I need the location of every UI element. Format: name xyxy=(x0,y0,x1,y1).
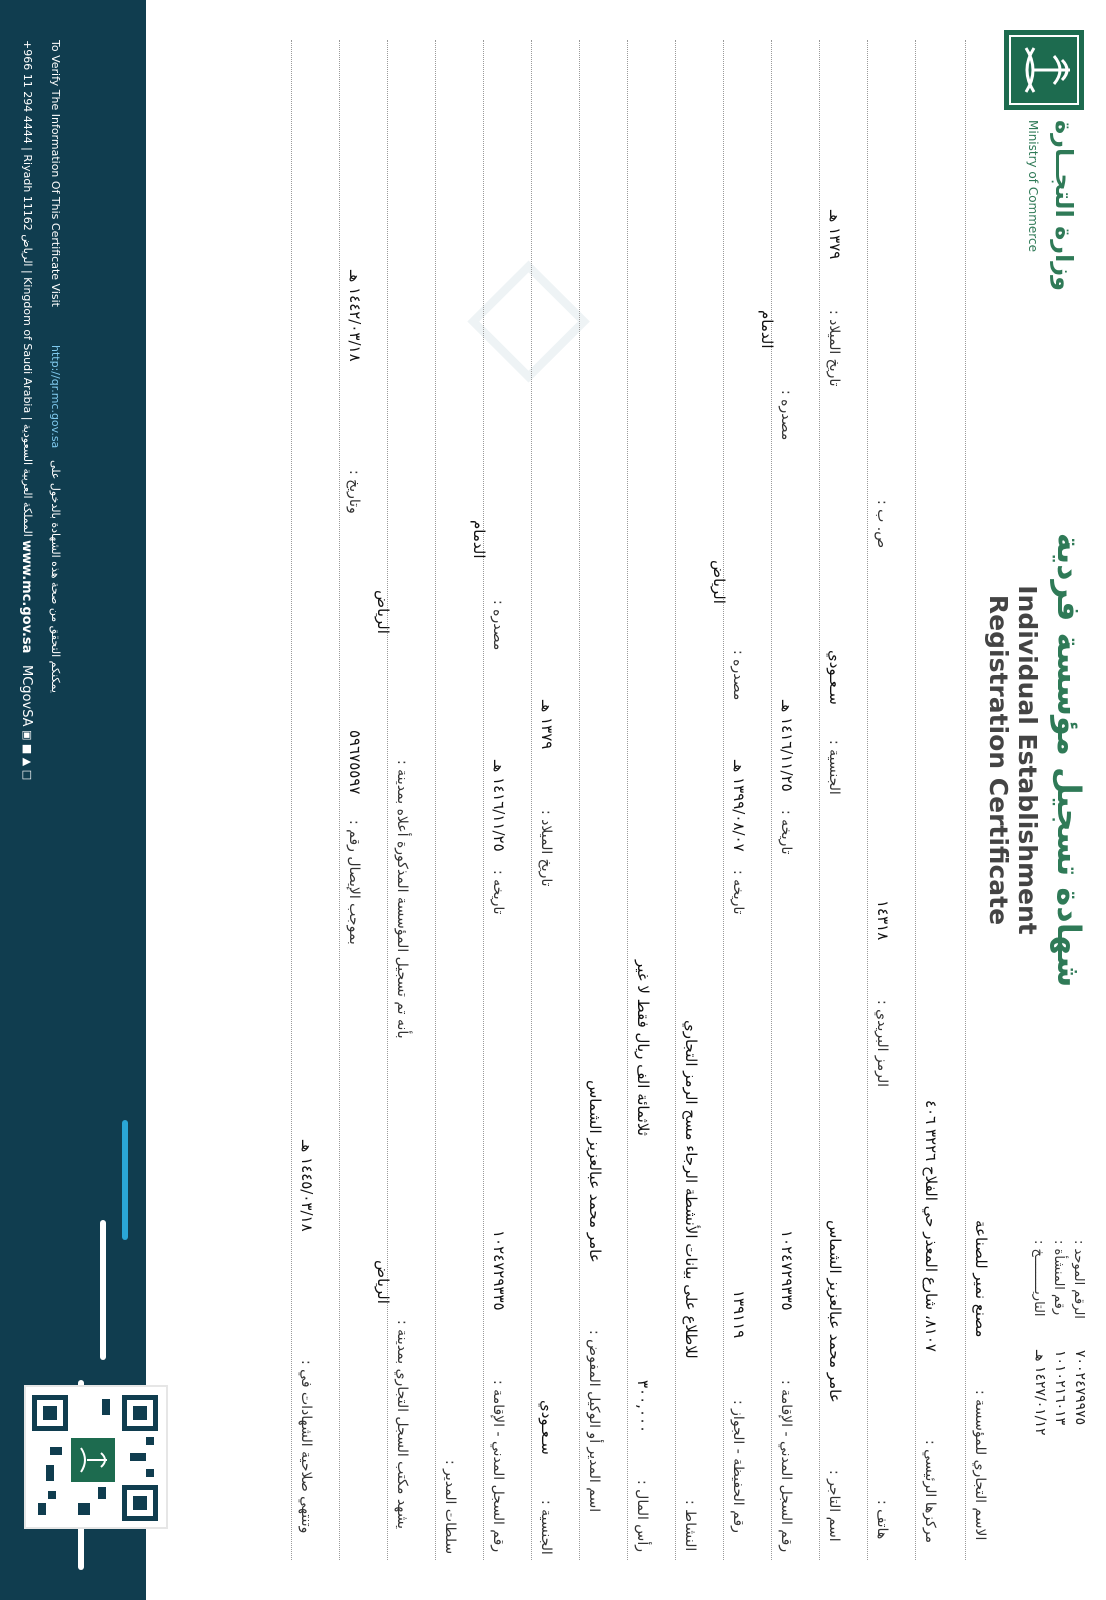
trade-name-value: مصنع نمير للصناعة xyxy=(972,1220,990,1338)
row-line xyxy=(675,40,676,1560)
row-line xyxy=(771,40,772,1560)
civil-id-date-value: ١٤١٦/١١/٢٥ هـ xyxy=(778,700,796,792)
watermark: ◇ xyxy=(449,260,636,384)
row-line xyxy=(435,40,436,1560)
row-line xyxy=(579,40,580,1560)
qr-module xyxy=(78,1503,90,1515)
powers-label: سلطات المدير : xyxy=(442,1460,458,1555)
qr-finder xyxy=(122,1395,158,1431)
date-label: التاريـــــــــخ : xyxy=(1031,1240,1046,1317)
receipt-label: بموجب الإيصال رقم : xyxy=(346,820,362,945)
social-icons: ▣ ■ ▲ □ xyxy=(21,730,34,781)
row-line xyxy=(819,40,820,1560)
nationality-value: سـعـودي xyxy=(826,650,844,705)
footer-verify-url[interactable]: http://qr.mc.gov.sa xyxy=(49,345,62,449)
qr-module xyxy=(102,1399,110,1415)
qr-finder xyxy=(32,1395,68,1431)
expiry-label: وتنتهي صلاحية الشهادات في : xyxy=(298,1360,314,1534)
qr-module xyxy=(50,1447,62,1455)
footer-band xyxy=(0,0,146,1600)
birth-date-value: ١٣٧٩ هـ xyxy=(826,210,844,260)
qr-module xyxy=(98,1487,106,1499)
certificate-title-en: Individual Establishment Registration Certificate xyxy=(984,585,1042,935)
qr-module xyxy=(146,1437,154,1445)
facility-number: ١٠١٠٢١٦٠١٣ xyxy=(1052,1350,1068,1426)
receipt-number: ٥٩٦٧٥٥٩٧ xyxy=(346,730,364,795)
accent-stripe xyxy=(122,1120,128,1240)
qr-finder xyxy=(122,1485,158,1521)
footer-social-handle: MCgovSA xyxy=(19,665,34,727)
qr-module xyxy=(146,1469,154,1477)
qr-center-emblem-icon xyxy=(68,1435,118,1485)
issue-place-label: مصدره : xyxy=(778,390,794,441)
manager-label: اسم المدير أو الوكيل المفوض : xyxy=(586,1330,602,1513)
qr-module xyxy=(130,1453,146,1461)
birth-date-label: تاريخ الميلاد : xyxy=(826,310,842,387)
manager-value: عامر محمد عبالعزيز الشماس xyxy=(586,1080,604,1263)
qr-module xyxy=(38,1503,46,1515)
issue-place2-value: الدمام xyxy=(758,310,776,349)
ministry-name-ar: وزارة التجــارة xyxy=(1050,120,1078,292)
unified-number: ٧٠٠٢٤٧٩٩٧٥ xyxy=(1072,1350,1088,1426)
row-line xyxy=(291,40,292,1560)
activity-label: النشاط : xyxy=(682,1500,698,1552)
manager-id-date-value: ١٤١٦/١١/٢٥ هـ xyxy=(490,760,508,852)
footer-verify-ar: يمكنكم التحقق من صحة هذه الشهادة بالدخول على xyxy=(49,460,62,693)
receipt-date-value: ١٤٤٢/٠٣/١٨ هـ xyxy=(346,270,364,362)
accent-stripe xyxy=(100,1220,106,1360)
row-line xyxy=(483,40,484,1560)
receipt-date-label: وتاريخ : xyxy=(346,470,362,514)
activity-value: للاطلاع على بيانات الأنشطة الرجاء مسح الرمز التجاري xyxy=(682,1020,700,1359)
manager-nationality-label: الجنسية : xyxy=(538,1500,554,1555)
footer-verify-en: To Verify The Information Of This Certificate Visit xyxy=(49,40,62,307)
manager-id-value: ١٠٢٤٧٢٩٣٣٥ xyxy=(490,1230,508,1311)
ministry-emblem-logo xyxy=(1004,30,1084,110)
qr-module xyxy=(46,1465,54,1481)
ministry-name-en: Ministry of Commerce xyxy=(1026,120,1040,252)
civil-id-label: رقم السجل المدني - الإقامة : xyxy=(778,1380,794,1553)
capital-words: ثلاثمائة الف ريال فقط لا غير xyxy=(634,960,652,1136)
row-line xyxy=(915,40,916,1560)
footer-website[interactable]: www.mc.gov.sa xyxy=(19,540,34,654)
manager-issue-value: الدمام xyxy=(470,520,488,559)
expiry-date-value: ١٤٤٥/٠٣/١٨ هـ xyxy=(298,1140,316,1232)
manager-id-date-label: تاريخه : xyxy=(490,870,506,915)
passport-value: ١٣٩١١٩ xyxy=(730,1290,748,1339)
manager-id-label: رقم السجل المدني - الإقامة : xyxy=(490,1380,506,1553)
footer-contact-line: +966 11 294 4444 | Riyadh 11162 الرياض | Kingdom of Saudi Arabia | المملكة العربية السعودية xyxy=(21,40,34,537)
manager-issue-label: مصدره : xyxy=(490,600,506,651)
phone-label: هاتف : xyxy=(874,1500,890,1540)
passport-issue-label: مصدره : xyxy=(730,650,746,701)
office-label: يشهد مكتب السجل التجاري بمدينة : xyxy=(394,1320,410,1530)
passport-date-value: ١٣٩٩/٠٨/٠٧ هـ xyxy=(730,760,748,852)
row-line xyxy=(723,40,724,1560)
nationality-label: الجنسية : xyxy=(826,740,842,795)
registered-label: بأنه تم تسجيل المؤسسة المذكورة أعلاه بمدينة : xyxy=(394,760,410,1039)
unified-number-label: الرقم الموحد : xyxy=(1071,1240,1086,1319)
merchant-name-label: اسم التاجر : xyxy=(826,1470,842,1542)
office-city: الرياض xyxy=(374,1260,392,1304)
hq-label: مركزها الرئيسي : xyxy=(922,1440,938,1544)
certificate-title-ar: شهادة تسجيل مؤسسة فردية xyxy=(1050,532,1088,988)
trade-name-label: الاسم التجاري للمؤسسة : xyxy=(972,1390,988,1541)
row-line xyxy=(965,40,966,1560)
row-line xyxy=(339,40,340,1560)
qr-module xyxy=(48,1491,56,1499)
manager-birth-label: تاريخ الميلاد : xyxy=(538,810,554,887)
hq-value: ٨١٠٧، شارع المعذر حي الفلاح ٣٢٢٦ ٤٠٦ xyxy=(922,1100,940,1352)
row-line xyxy=(867,40,868,1560)
capital-label: رأس المال : xyxy=(634,1480,650,1553)
verification-qr-code xyxy=(24,1385,168,1529)
postal-code-label: الرمز البريدي : xyxy=(874,1000,890,1088)
manager-nationality-value: سـعـودي xyxy=(538,1400,556,1455)
postal-code-value: ١٤٣١٨ xyxy=(874,900,892,941)
row-line xyxy=(627,40,628,1560)
certificate-date: ١٤٢٧/٠١/١٢ هـ xyxy=(1032,1350,1048,1436)
manager-birth-value: ١٣٧٩ هـ xyxy=(538,700,556,750)
row-line xyxy=(531,40,532,1560)
row-line xyxy=(387,40,388,1560)
po-box-label: ص. ب : xyxy=(874,500,890,549)
registered-city: الرياض xyxy=(374,590,392,634)
passport-date-label: تاريخه : xyxy=(730,870,746,915)
passport-label: رقم الحفيظة - الجواز : xyxy=(730,1400,746,1533)
passport-issue-value: الرياض xyxy=(710,560,728,604)
civil-id-value: ١٠٢٤٧٢٩٣٣٥ xyxy=(778,1230,796,1311)
facility-number-label: رقم المنشأة : xyxy=(1051,1240,1066,1316)
civil-id-date-label: تاريخه : xyxy=(778,810,794,855)
capital-value: ٣٠٠,٠٠٠ xyxy=(634,1380,652,1434)
merchant-name-value: عامر محمد عبالعزيز الشماس xyxy=(826,1220,844,1403)
